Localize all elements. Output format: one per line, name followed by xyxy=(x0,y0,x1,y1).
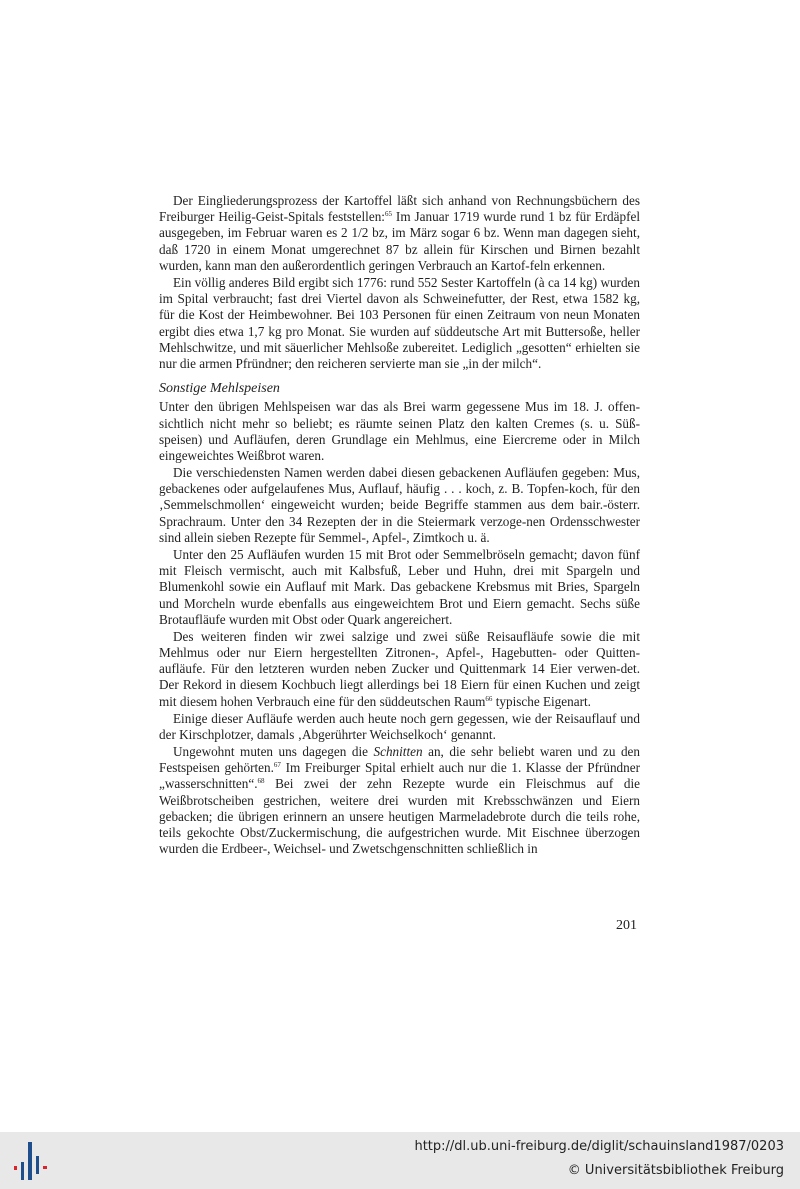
paragraph xyxy=(159,465,640,546)
paragraph-text: Des weiteren finden wir zwei salzige und zwei süße Reisaufläufe sowie die mit Mehlmus oder nur Eiern hergestellten Zitronen-, Apfel-, Hagebutten- oder Quitten-aufläufe. Für den letzteren wurden neben Zucker und Quittenmark 14 Eier verwen-det. Der Rekord in diesem Kochbuch liegt allerdings bei 18 Eiern für einen Kuchen und zeigt mit diesem hohen Verbrauch eine für den süddeutschen Raum xyxy=(159,628,640,709)
emphasized-term: Schnitten xyxy=(373,744,423,760)
footnote-marker: 65 xyxy=(384,210,392,219)
paragraph xyxy=(159,399,640,464)
paragraph-text: Der Eingliederungsprozess der Kartoffel läßt sich anhand von Rechnungsbüchern des Freiburger Heilig-Geist-Spitals feststellen: xyxy=(159,193,640,225)
source-url-link[interactable]: http://dl.ub.uni-freiburg.de/diglit/schauinsland1987/0203 xyxy=(414,1139,784,1154)
paragraph xyxy=(159,547,640,628)
paragraph-text: Im Freiburger Spital erhielt auch nur die 1. Klasse der Pfründner „wasserschnitten“. xyxy=(159,760,640,792)
ub-freiburg-logo-icon xyxy=(10,1140,54,1182)
paragraph-text: Unter den 25 Aufläufen wurden 15 mit Brot oder Semmelbröseln gemacht; davon fünf mit Fleisch vermischt, auch mit Kalbsfuß, Leber und Huhn, drei mit Spargeln und Blumenkohl sowie ein Auflauf mit Mark. Das gebackene Krebsmus mit Bries, Spargeln und Morcheln wurde ebenfalls aus eingeweichtem Brot und Eiern gemacht. Sechs süße Brotaufläufe wurden mit Obst oder Quark angereichert. xyxy=(159,546,640,627)
main-text xyxy=(159,193,640,858)
page-number: 201 xyxy=(616,918,637,933)
paragraph-text: Ungewohnt muten uns dagegen die xyxy=(173,744,374,760)
paragraph-text: Ein völlig anderes Bild ergibt sich 1776: rund 552 Sester Kartoffeln (à ca 14 kg) wurden im Spital verbraucht; fast drei Viertel davon als Schweinefutter, der Rest, etwa 1582 kg, für die Kost der Heimbewohner. Bei 103 Personen für einen Zeitraum von neun Monaten ergibt dies etwa 1,7 kg pro Monat. Sie wurden auf süddeutsche Art mit Buttersoße, heller Mehlschwitze, und mit säuerlicher Mehlsoße zubereitet. Lediglich „gesotten“ erhielten sie nur die armen Pfründner; den reicheren servierte man sie „in der milch“. xyxy=(159,274,640,371)
paragraph xyxy=(159,711,640,743)
paragraph-text: Bei zwei der zehn Rezepte wurde ein Fleischmus auf die Weißbrotscheiben gestrichen, weitere drei wurden mit Krebsschwänzen und Eiern gebacken; die übrigen erinnern an unsere heutigen Marmeladebrote durch die teils rohe, teils gekochte Obst/Zuckermischung, die aufgestrichen wurde. Mit Eischnee überzogen wurden die Erdbeer-, Weichsel- und Zwetschgenschnitten schließlich in xyxy=(159,776,640,857)
copyright-text: © Universitätsbibliothek Freiburg xyxy=(567,1163,784,1178)
paragraphs-after-heading xyxy=(159,399,640,857)
paragraph-text: Die verschiedensten Namen werden dabei diesen gebackenen Aufläufen gegeben: Mus, gebackenes oder aufgelaufenes Mus, Auflauf, häufig . . . koch, z. B. Topfen-koch, für den ‚Semmelschmollen‘ eingeweicht wurden; beide Begriffe stammen aus dem bair.-österr. Sprachraum. Unter den 34 Rezepten der in die Steiermark verzoge-nen Ordensschwester sind allein sieben Rezepte für Semmel-, Apfel-, Zimtkoch u. ä. xyxy=(159,465,640,545)
footnote-marker: 66 xyxy=(485,694,493,703)
paragraphs-before-heading xyxy=(159,193,640,372)
paragraph-text: Im Januar 1719 wurde rund 1 bz für Erdäpfel ausgegeben, im Februar waren es 2 1/2 bz, im März sogar 6 bz. Wenn man dagegen sieht, daß 1720 in einem Monat umgerechnet 87 bz allein für Kirschen und Birnen bezahlt wurden, kann man den außerordentlich geringen Verbrauch an Kartof-feln erkennen. xyxy=(159,209,640,273)
footnote-marker: 67 xyxy=(273,761,281,770)
paragraph-text: Unter den übrigen Mehlspeisen war das als Brei warm gegessene Mus im 18. J. offen-sichtlich nicht mehr so beliebt; es räumte seinen Platz den kalten Cremes (s. u. Süß-speisen) und Aufläufen, deren Grundlage ein Mehlmus, eine Eiercreme oder in Milch eingeweichtes Weißbrot waren. xyxy=(159,399,640,463)
paragraph xyxy=(159,193,640,274)
paragraph-text: an, die sehr beliebt waren und zu den Festspeisen gehörten. xyxy=(159,744,640,776)
footnote-marker: 68 xyxy=(257,777,265,786)
paragraph xyxy=(159,744,640,857)
section-heading: Sonstige Mehlspeisen xyxy=(159,381,280,397)
viewer-footer xyxy=(0,1132,800,1189)
paragraph-text: Einige dieser Aufläufe werden auch heute noch gern gegessen, wie der Reisauflauf und der Kirschplotzer, damals ‚Abgerührter Weichselkoch‘ genannt. xyxy=(159,710,640,742)
paragraph xyxy=(159,275,640,372)
paragraph xyxy=(159,629,640,710)
paragraph-text: typische Eigenart. xyxy=(492,693,591,709)
